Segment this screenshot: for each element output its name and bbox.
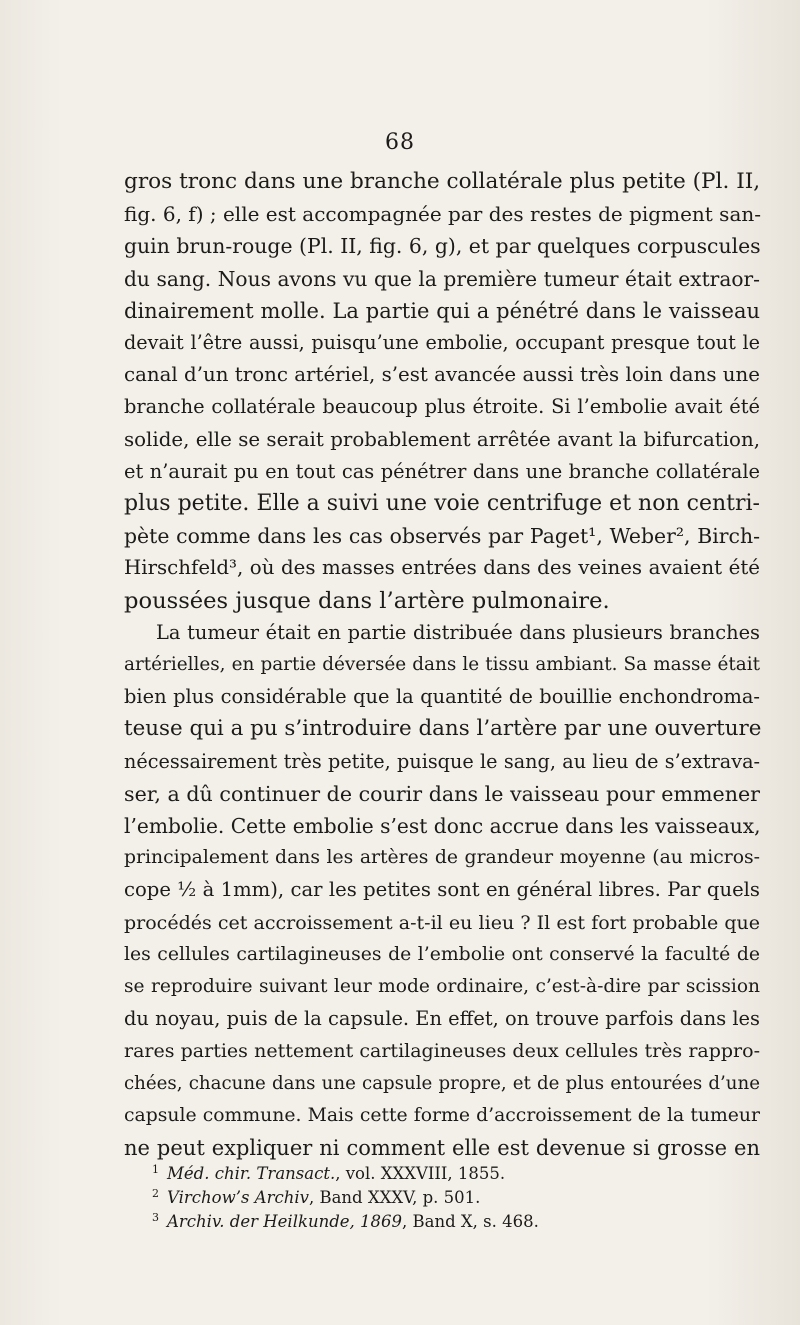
footnote — [152, 1210, 752, 1234]
text-line: plus petite. Elle a suivi une voie centrifuge et non centri- — [124, 491, 760, 517]
text-line: du sang. Nous avons vu que la première tumeur était extraor- — [124, 266, 760, 291]
text-line: et n’aurait pu en tout cas pénétrer dans une branche collatérale — [124, 459, 760, 483]
text-line: ne peut expliquer ni comment elle est devenue si grosse en — [124, 1136, 760, 1161]
text-line: Hirschfeld³, où des masses entrées dans des veines avaient été — [124, 556, 760, 580]
footnote-title: Archiv. der Heilkunde, 1869 — [167, 1212, 403, 1231]
text-line: du noyau, puis de la capsule. En effet, on trouve parfois dans les — [124, 1007, 760, 1031]
text-line: cope ½ à 1mm), car les petites sont en général libres. Par quels — [124, 878, 760, 902]
text-line: poussées jusque dans l’artère pulmonaire. — [124, 587, 610, 614]
text-line: devait l’être aussi, puisqu’une embolie, occupant presque tout le — [124, 331, 760, 355]
text-line: bien plus considérable que la quantité de bouillie enchondroma- — [124, 685, 760, 709]
text-line: dinairement molle. La partie qui a pénétré dans le vaisseau — [124, 298, 760, 323]
text-line: l’embolie. Cette embolie s’est donc accrue dans les vaisseaux, — [124, 814, 761, 839]
body-text — [124, 166, 760, 1164]
text-line: gros tronc dans une branche collatérale plus petite (Pl. II, — [124, 169, 761, 194]
footnote-detail: , Band XXXV, p. 501. — [308, 1188, 481, 1207]
footnote-mark: 1 — [152, 1162, 159, 1176]
text-line: solide, elle se serait probablement arrêtée avant la bifurcation, — [124, 427, 760, 451]
text-line: se reproduire suivant leur mode ordinaire, c’est-à-dire par scission — [124, 976, 760, 998]
footnote — [152, 1186, 752, 1210]
text-line: nécessairement très petite, puisque le sang, au lieu de s’extrava- — [124, 749, 760, 773]
text-line: chées, chacune dans une capsule propre, et de plus entourées d’une — [124, 1072, 760, 1094]
text-line: teuse qui a pu s’introduire dans l’artère par une ouverture — [124, 716, 762, 742]
text-line: pète comme dans les cas observés par Paget¹, Weber², Birch- — [124, 524, 760, 549]
text-line: fig. 6, f) ; elle est accompagnée par des restes de pigment san- — [124, 202, 762, 227]
text-line: artérielles, en partie déversée dans le tissu ambiant. Sa masse était — [124, 654, 760, 676]
text-line: procédés cet accroissement a-t-il eu lieu ? Il est fort probable que — [124, 911, 760, 934]
text-line: les cellules cartilagineuses de l’embolie ont conservé la faculté de — [124, 943, 760, 965]
footnote-mark: 2 — [152, 1186, 159, 1200]
text-line: principalement dans les artères de grandeur moyenne (au micros- — [124, 847, 760, 869]
text-line: canal d’un tronc artériel, s’est avancée aussi très loin dans une — [124, 363, 760, 387]
footnote-detail: , Band X, s. 468. — [402, 1212, 539, 1231]
text-line: branche collatérale beaucoup plus étroite. Si l’embolie avait été — [124, 395, 760, 419]
footnote-title: Méd. chir. Transact. — [167, 1164, 336, 1183]
text-line: rares parties nettement cartilagineuses deux cellules très rappro- — [124, 1040, 760, 1063]
text-line: La tumeur était en partie distribuée dans plusieurs branches — [156, 620, 760, 644]
text-line: ser, a dû continuer de courir dans le vaisseau pour emmener — [124, 781, 760, 806]
footnote-mark: 3 — [152, 1210, 159, 1224]
text-line: guin brun-rouge (Pl. II, fig. 6, g), et par quelques corpuscules — [124, 234, 761, 259]
text-line: capsule commune. Mais cette forme d’accroissement de la tumeur — [124, 1104, 760, 1126]
footnote — [152, 1162, 752, 1186]
footnote-detail: , vol. XXXVIII, 1855. — [335, 1164, 506, 1183]
footnote-title: Virchow’s Archiv — [167, 1188, 309, 1207]
footnotes — [152, 1162, 752, 1234]
page-number: 68 — [385, 130, 415, 155]
